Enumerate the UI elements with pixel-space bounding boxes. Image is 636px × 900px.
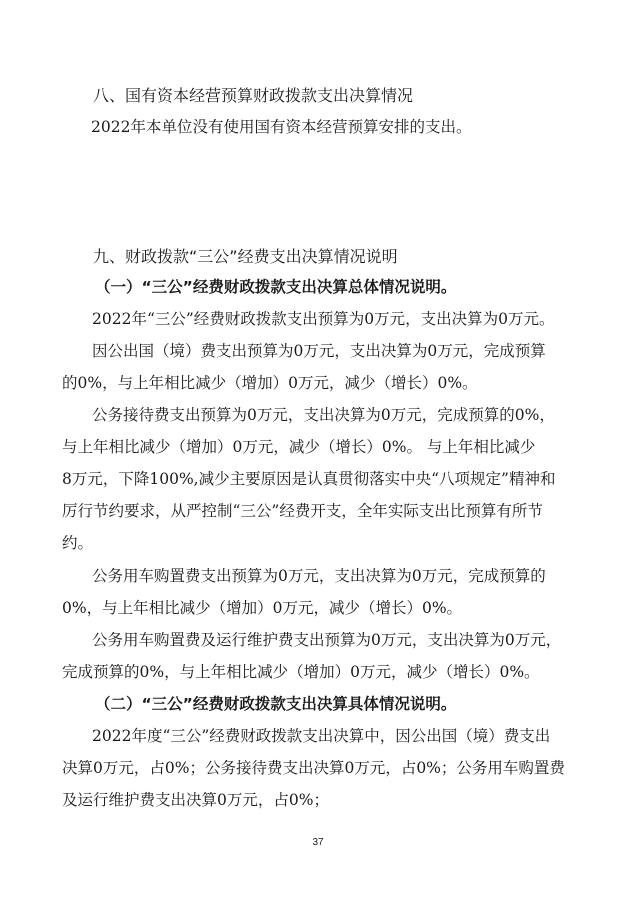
paragraph-line: 公务用车购置费及运行维护费支出预算为0万元，支出决算为0万元， — [92, 631, 562, 649]
section9-heading: 九、财政拨款“三公”经费支出决算情况说明 — [93, 247, 398, 266]
paragraph-line: 2022年度“三公”经费财政拨款支出决算中，因公出国（境）费支出 — [92, 727, 551, 745]
subsection2-heading: （二）“三公”经费财政拨款支出决算具体情况说明。 — [95, 695, 457, 713]
paragraph-line: 及运行维护费支出决算0万元，占0%； — [62, 791, 329, 809]
paragraph-line: 公务接待费支出预算为0万元，支出决算为0万元，完成预算的0%， — [92, 406, 555, 424]
paragraph-line: 厉行节约要求，从严控制“三公”经费开支，全年实际支出比预算有所节 — [62, 502, 543, 520]
paragraph-line: 2022年“三公”经费财政拨款支出预算为0万元，支出决算为0万元。 — [92, 310, 555, 328]
page-number: 37 — [312, 837, 324, 848]
subsection1-heading: （一）“三公”经费财政拨款支出决算总体情况说明。 — [95, 278, 457, 296]
paragraph-line: 决算0万元，占0%；公务接待费支出决算0万元，占0%；公务用车购置费 — [62, 759, 565, 777]
paragraph-line: 公务用车购置费支出预算为0万元，支出决算为0万元，完成预算的 — [92, 567, 546, 585]
paragraph-line: 因公出国（境）费支出预算为0万元，支出决算为0万元，完成预算 — [92, 342, 546, 360]
paragraph-line: 完成预算的0%，与上年相比减少（增加）0万元，减少（增长）0%。 — [62, 663, 540, 681]
paragraph-line: 0%，与上年相比减少（增加）0万元，减少（增长）0%。 — [62, 599, 463, 617]
paragraph-line: 与上年相比减少（增加）0万元，减少（增长）0%。 与上年相比减少 — [62, 438, 536, 456]
section8-heading: 八、国有资本经营预算财政拨款支出决算情况 — [93, 86, 414, 105]
paragraph-line: 约。 — [62, 534, 94, 552]
section8-body: 2022年本单位没有使用国有资本经营预算安排的支出。 — [91, 118, 472, 136]
paragraph-line: 的0%，与上年相比减少（增加）0万元，减少（增长）0%。 — [62, 374, 478, 392]
paragraph-line: 8万元，下降100%,减少主要原因是认真贯彻落实中央“八项规定”精神和 — [62, 470, 556, 488]
